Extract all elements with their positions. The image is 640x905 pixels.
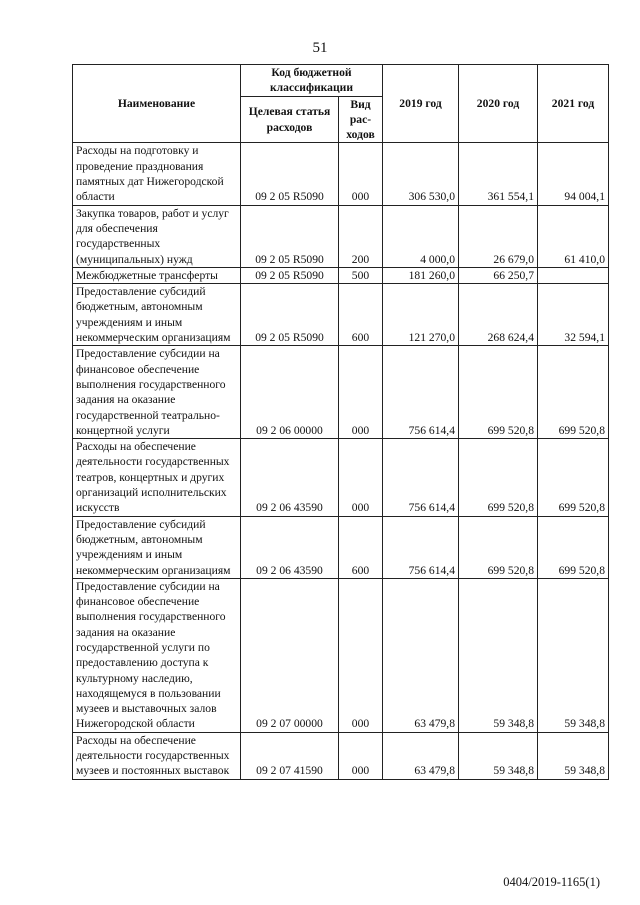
table-row [73,205,609,267]
cell-target-article: 09 2 05 R5090 [241,267,339,283]
table-header [73,65,609,143]
cell-expense-type: 000 [339,578,383,732]
cell-target-article: 09 2 06 43590 [241,516,339,578]
cell-name: Межбюджетные трансферты [73,267,241,283]
cell-target-article: 09 2 07 41590 [241,732,339,779]
cell-target-article: 09 2 06 00000 [241,346,339,439]
cell-target-article: 09 2 05 R5090 [241,205,339,267]
cell-2019: 121 270,0 [383,284,459,346]
cell-2019: 306 530,0 [383,143,459,205]
table-row [73,143,609,205]
cell-name: Расходы на обеспечение деятельности государственных музеев и постоянных выставок [73,732,241,779]
cell-2021: 699 520,8 [538,346,609,439]
cell-name: Предоставление субсидий бюджетным, автономным учреждениям и иным некоммерческим организациям [73,284,241,346]
cell-expense-type: 500 [339,267,383,283]
cell-2020: 268 624,4 [459,284,538,346]
cell-2020: 26 679,0 [459,205,538,267]
cell-2020: 699 520,8 [459,346,538,439]
cell-2020: 66 250,7 [459,267,538,283]
cell-target-article: 09 2 06 43590 [241,439,339,516]
cell-2021: 32 594,1 [538,284,609,346]
table-row [73,267,609,283]
cell-2019: 756 614,4 [383,439,459,516]
cell-name: Расходы на обеспечение деятельности государственных театров, концертных и других организаций исполнительских искусств [73,439,241,516]
cell-expense-type: 000 [339,143,383,205]
cell-name: Предоставление субсидий бюджетным, автономным учреждениям и иным некоммерческим организациям [73,516,241,578]
cell-target-article: 09 2 05 R5090 [241,143,339,205]
cell-2021: 59 348,8 [538,578,609,732]
cell-target-article: 09 2 05 R5090 [241,284,339,346]
cell-target-article: 09 2 07 00000 [241,578,339,732]
cell-name: Расходы на подготовку и проведение празднования памятных дат Нижегородской области [73,143,241,205]
cell-2021: 699 520,8 [538,516,609,578]
cell-2021: 94 004,1 [538,143,609,205]
cell-expense-type: 600 [339,284,383,346]
table-row [73,439,609,516]
cell-2020: 699 520,8 [459,516,538,578]
cell-2019: 756 614,4 [383,516,459,578]
cell-2021: 59 348,8 [538,732,609,779]
cell-expense-type: 000 [339,439,383,516]
header-2021: 2021 год [538,65,609,143]
table-row [73,732,609,779]
cell-expense-type: 000 [339,732,383,779]
header-2019: 2019 год [383,65,459,143]
cell-2019: 756 614,4 [383,346,459,439]
table-row [73,516,609,578]
table-body [73,143,609,779]
header-expense-type: Вид рас-ходов [339,96,383,143]
cell-name: Предоставление субсидии на финансовое обеспечение выполнения государственного задания на оказание государственной услуги по предоставлению доступа к культурному наследию, находящемуся в пользовании музеев и выставочных залов Нижегородской области [73,578,241,732]
cell-2019: 63 479,8 [383,732,459,779]
cell-2020: 699 520,8 [459,439,538,516]
cell-2020: 59 348,8 [459,578,538,732]
cell-name: Закупка товаров, работ и услуг для обеспечения государственных (муниципальных) нужд [73,205,241,267]
cell-expense-type: 200 [339,205,383,267]
cell-name: Предоставление субсидии на финансовое обеспечение выполнения государственного задания на оказание государственной театрально-концертной услуги [73,346,241,439]
header-target-article: Целевая статья расходов [241,96,339,143]
budget-table [72,64,609,780]
header-2020: 2020 год [459,65,538,143]
cell-2019: 181 260,0 [383,267,459,283]
table-row [73,346,609,439]
cell-2019: 63 479,8 [383,578,459,732]
page-number: 51 [312,40,328,56]
cell-expense-type: 600 [339,516,383,578]
table-row [73,578,609,732]
cell-2021 [538,267,609,283]
header-code-group: Код бюджетной классификации [241,65,383,97]
cell-expense-type: 000 [339,346,383,439]
document-number: 0404/2019-1165(1) [503,875,600,889]
cell-2019: 4 000,0 [383,205,459,267]
table-row [73,284,609,346]
cell-2021: 61 410,0 [538,205,609,267]
header-name: Наименование [73,65,241,143]
cell-2021: 699 520,8 [538,439,609,516]
cell-2020: 361 554,1 [459,143,538,205]
cell-2020: 59 348,8 [459,732,538,779]
